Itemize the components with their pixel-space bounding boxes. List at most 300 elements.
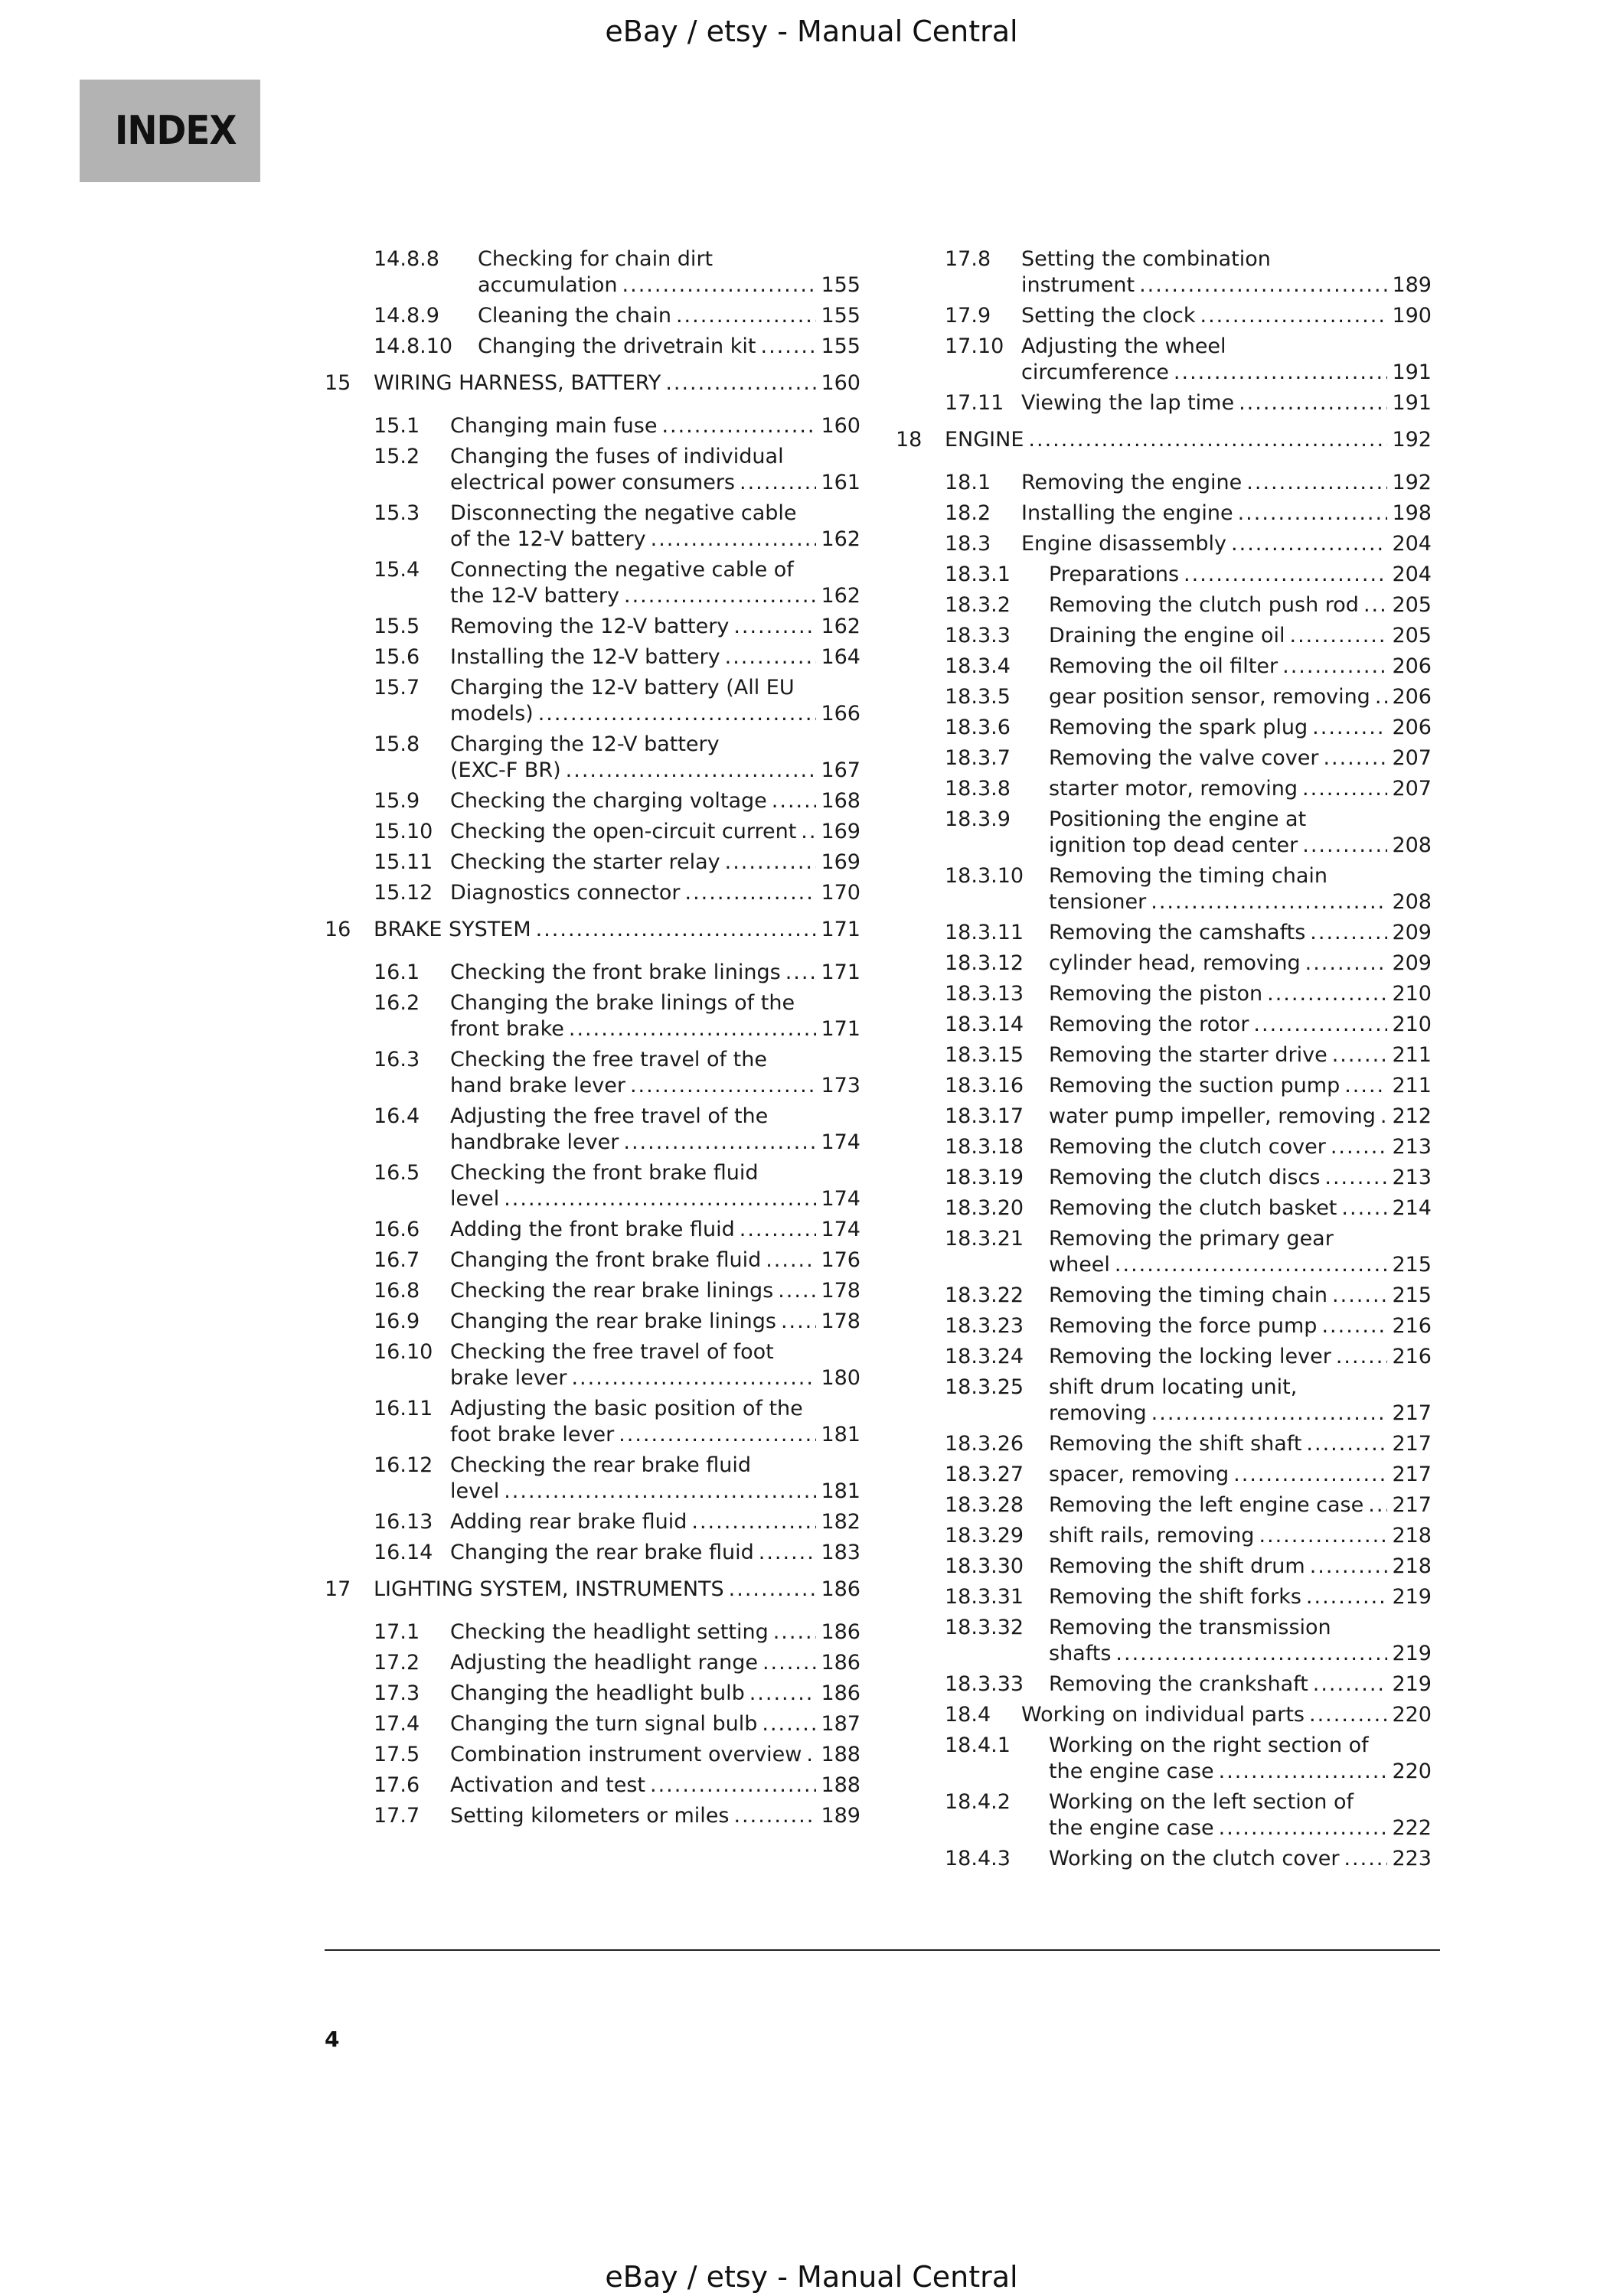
toc-entry-title: front brake: [450, 1017, 564, 1041]
toc-entry-number: 18.3.17: [945, 1104, 1024, 1128]
toc-entry-page: 205: [1392, 593, 1432, 617]
toc-entry-title: electrical power consumers: [450, 471, 736, 494]
toc-entry-title: Charging the 12-V battery: [450, 732, 720, 756]
toc-entry: [896, 1615, 1432, 1667]
toc-entry-page: 192: [1392, 428, 1432, 452]
dot-leader: [759, 1540, 817, 1566]
toc-entry-number: 15.9: [374, 789, 420, 813]
toc-entry: [325, 1247, 860, 1274]
toc-entry-page: 155: [821, 304, 860, 328]
toc-entry: [325, 644, 860, 670]
toc-entry-title: Engine disassembly: [1021, 532, 1227, 556]
toc-entry-title: Installing the engine: [1021, 501, 1233, 525]
toc-entry-title: starter motor, removing: [1049, 777, 1298, 801]
dot-leader: [766, 1247, 816, 1274]
toc-entry-page: 208: [1392, 833, 1432, 857]
dot-leader: [1305, 951, 1388, 977]
toc-entry: [896, 776, 1432, 802]
footer-divider: [325, 1949, 1440, 1951]
toc-entry-page: 186: [821, 1651, 860, 1675]
toc-entry-title: tensioner: [1049, 890, 1147, 914]
toc-entry-title: Removing the timing chain: [1049, 864, 1328, 888]
toc-entry-title: Removing the shift forks: [1049, 1585, 1301, 1609]
toc-entry-title: Draining the engine oil: [1049, 624, 1285, 647]
toc-entry-number: 18.3.10: [945, 864, 1024, 888]
toc-entry: [325, 1104, 860, 1156]
toc-entry-number: 16.7: [374, 1248, 420, 1272]
toc-entry-page: 164: [821, 645, 860, 669]
toc-entry-number: 18.4.3: [945, 1847, 1011, 1870]
toc-entry-title: Removing the shift drum: [1049, 1554, 1305, 1578]
toc-entry-page: 219: [1392, 1672, 1432, 1696]
toc-entry: [896, 1134, 1432, 1160]
toc-entry: [325, 1711, 860, 1737]
toc-entry: [325, 1803, 860, 1829]
toc-entry: [896, 1733, 1432, 1785]
toc-chapter-entry: [325, 1577, 860, 1603]
toc-entry-title: Connecting the negative cable of: [450, 558, 794, 582]
toc-entry-page: 182: [821, 1510, 860, 1534]
toc-entry: [896, 303, 1432, 329]
dot-leader: [1115, 1641, 1387, 1667]
toc-entry-page: 162: [821, 615, 860, 638]
toc-entry-title: Viewing the lap time: [1021, 391, 1235, 415]
toc-entry-page: 160: [821, 371, 860, 395]
toc-entry-page: 189: [1392, 273, 1432, 297]
dot-leader: [1219, 1759, 1388, 1785]
toc-entry-page: 222: [1392, 1816, 1432, 1840]
toc-entry-page: 178: [821, 1309, 860, 1333]
watermark-bottom: eBay / etsy - Manual Central: [605, 2260, 1018, 2294]
toc-entry-title: the 12-V battery: [450, 584, 620, 608]
toc-entry-number: 18.3.21: [945, 1227, 1024, 1251]
dot-leader: [1200, 303, 1388, 329]
index-tab: [80, 80, 260, 182]
toc-entry-page: 219: [1392, 1642, 1432, 1665]
toc-entry-title: Diagnostics connector: [450, 881, 681, 905]
toc-entry: [896, 1492, 1432, 1518]
toc-entry-title: Removing the timing chain: [1049, 1283, 1328, 1307]
toc-entry: [896, 1104, 1432, 1130]
toc-entry-number: 17.2: [374, 1651, 420, 1675]
toc-entry: [896, 1012, 1432, 1038]
toc-entry-number: 18.3.28: [945, 1493, 1024, 1517]
toc-entry: [325, 1619, 860, 1645]
toc-entry-page: 198: [1392, 501, 1432, 525]
toc-entry-title: accumulation: [478, 273, 618, 297]
toc-entry-page: 192: [1392, 471, 1432, 494]
toc-entry: [325, 788, 860, 814]
dot-leader: [624, 583, 816, 609]
dot-leader: [1238, 501, 1388, 527]
dot-leader: [665, 370, 816, 396]
toc-entry-title: Checking the rear brake fluid: [450, 1453, 752, 1477]
toc-entry-title: Removing the force pump: [1049, 1314, 1318, 1338]
dot-leader: [762, 1711, 816, 1737]
toc-entry: [896, 807, 1432, 859]
toc-entry-number: 18.3.19: [945, 1166, 1024, 1189]
toc-entry-page: 174: [821, 1130, 860, 1154]
toc-entry-title: Disconnecting the negative cable: [450, 501, 797, 525]
dot-leader: [1302, 776, 1387, 802]
dot-leader: [1289, 623, 1387, 649]
toc-entry-number: 18.3.9: [945, 807, 1011, 831]
toc-entry: [896, 1702, 1432, 1728]
toc-entry: [325, 1681, 860, 1707]
toc-entry: [325, 850, 860, 876]
toc-entry-number: 18.3.16: [945, 1074, 1024, 1097]
toc-entry-number: 16.11: [374, 1397, 433, 1420]
toc-entry: [896, 334, 1432, 386]
toc-entry: [325, 303, 860, 329]
toc-entry-page: 171: [821, 960, 860, 984]
toc-entry: [896, 562, 1432, 588]
toc-entry-number: 18.3.2: [945, 593, 1011, 617]
toc-entry-page: 168: [821, 789, 860, 813]
toc-entry-title: handbrake lever: [450, 1130, 619, 1154]
toc-entry-title: Removing the oil filter: [1049, 654, 1278, 678]
dot-leader: [1380, 1104, 1388, 1130]
dot-leader: [740, 1217, 817, 1243]
toc-entry: [325, 675, 860, 727]
dot-leader: [785, 960, 817, 986]
toc-entry-title: models): [450, 702, 534, 726]
toc-entry-page: 217: [1392, 1493, 1432, 1517]
toc-entry-title: Preparations: [1049, 563, 1180, 586]
toc-entry-number: 15.11: [374, 850, 433, 874]
dot-leader: [1312, 715, 1387, 741]
toc-entry-number: 18.3.12: [945, 951, 1024, 975]
toc-entry-title: Checking the front brake fluid: [450, 1161, 759, 1185]
toc-entry: [896, 745, 1432, 771]
toc-entry-title: Working on the clutch cover: [1049, 1847, 1340, 1870]
dot-leader: [630, 1073, 817, 1099]
toc-entry-number: 18.3.7: [945, 746, 1011, 770]
toc-entry-title: Removing the crankshaft: [1049, 1672, 1308, 1696]
toc-entry-number: 15.5: [374, 615, 420, 638]
toc-entry-number: 18.3.32: [945, 1616, 1024, 1639]
toc-entry-page: 190: [1392, 304, 1432, 328]
toc-entry: [325, 501, 860, 553]
toc-entry-number: 14.8.9: [374, 304, 439, 328]
toc-entry-number: 18.3.22: [945, 1283, 1024, 1307]
toc-entry-page: 204: [1392, 563, 1432, 586]
toc-entry-number: 16.8: [374, 1279, 420, 1303]
toc-entry: [325, 614, 860, 640]
toc-entry-page: 216: [1392, 1345, 1432, 1368]
toc-entry: [325, 1047, 860, 1099]
toc-entry-title: cylinder head, removing: [1049, 951, 1301, 975]
toc-entry-title: Checking the headlight setting: [450, 1620, 769, 1644]
dot-leader: [1239, 390, 1387, 416]
toc-entry-title: Changing the rear brake fluid: [450, 1541, 754, 1564]
toc-entry-title: Removing the clutch cover: [1049, 1135, 1326, 1159]
toc-entry-number: 16.3: [374, 1048, 420, 1071]
toc-entry-page: 219: [1392, 1585, 1432, 1609]
toc-entry-title: Checking the charging voltage: [450, 789, 767, 813]
toc-entry-number: 16.10: [374, 1340, 433, 1364]
toc-entry-title: Checking the front brake linings: [450, 960, 781, 984]
toc-entry-page: 213: [1392, 1166, 1432, 1189]
toc-entry-title: Checking the rear brake linings: [450, 1279, 774, 1303]
toc-entry-page: 206: [1392, 654, 1432, 678]
toc-entry: [896, 1789, 1432, 1841]
dot-leader: [1375, 684, 1388, 710]
dot-leader: [725, 644, 817, 670]
toc-entry: [325, 819, 860, 845]
toc-entry-title: Removing the valve cover: [1049, 746, 1319, 770]
dot-leader: [801, 819, 816, 845]
toc-entry-page: 181: [821, 1479, 860, 1503]
toc-entry-number: 15.3: [374, 501, 420, 525]
toc-entry: [325, 1217, 860, 1243]
toc-entry-number: 17.7: [374, 1804, 420, 1828]
toc-entry-title: Working on individual parts: [1021, 1703, 1305, 1727]
toc-entry-page: 215: [1392, 1253, 1432, 1277]
toc-entry-number: 17.10: [945, 334, 1004, 358]
toc-entry-title: (EXC-F BR): [450, 758, 561, 782]
toc-entry: [896, 390, 1432, 416]
toc-entry-number: 17.1: [374, 1620, 420, 1644]
toc-entry-title: shafts: [1049, 1642, 1112, 1665]
toc-entry-page: 169: [821, 850, 860, 874]
toc-entry: [325, 1453, 860, 1505]
toc-entry-number: 18.3.33: [945, 1672, 1024, 1696]
toc-entry: [896, 863, 1432, 915]
toc-entry-number: 16.14: [374, 1541, 433, 1564]
dot-leader: [1233, 1462, 1387, 1488]
toc-entry-page: 212: [1392, 1104, 1432, 1128]
toc-entry-number: 15.6: [374, 645, 420, 669]
dot-leader: [504, 1186, 816, 1212]
toc-entry-title: Adjusting the basic position of the: [450, 1397, 803, 1420]
toc-entry-title: Removing the left engine case: [1049, 1493, 1364, 1517]
toc-entry-page: 204: [1392, 532, 1432, 556]
toc-entry-number: 18.3.4: [945, 654, 1011, 678]
toc-entry-page: 214: [1392, 1196, 1432, 1220]
dot-leader: [1331, 1134, 1388, 1160]
toc-entry-title: Changing the drivetrain kit: [478, 334, 756, 358]
toc-entry-number: 16.1: [374, 960, 420, 984]
toc-entry: [896, 1195, 1432, 1221]
toc-entry-number: 16.9: [374, 1309, 420, 1333]
toc-entry-number: 15.7: [374, 676, 420, 700]
toc-entry: [325, 334, 860, 360]
toc-entry: [896, 592, 1432, 618]
toc-entry-number: 17.4: [374, 1712, 420, 1736]
dot-leader: [1115, 1252, 1388, 1278]
toc-entry: [325, 1309, 860, 1335]
toc-entry-title: Removing the piston: [1049, 982, 1263, 1006]
toc-entry-title: removing: [1049, 1401, 1147, 1425]
toc-entry-page: 169: [821, 820, 860, 843]
toc-entry: [325, 1509, 860, 1535]
toc-entry: [325, 444, 860, 496]
toc-entry-number: 18.1: [945, 471, 991, 494]
toc-entry-title: ENGINE: [945, 428, 1024, 452]
toc-entry-number: 18.3.18: [945, 1135, 1024, 1159]
toc-entry-title: Removing the suction pump: [1049, 1074, 1341, 1097]
toc-entry: [325, 557, 860, 609]
toc-entry-page: 218: [1392, 1554, 1432, 1578]
toc-entry-title: Removing the primary gear: [1049, 1227, 1334, 1251]
toc-entry-number: 16.2: [374, 991, 420, 1015]
toc-entry-title: circumference: [1021, 360, 1169, 384]
toc-entry-title: Removing the spark plug: [1049, 716, 1308, 739]
toc-entry: [325, 960, 860, 986]
toc-entry-number: 18.3.25: [945, 1375, 1024, 1399]
dot-leader: [566, 758, 817, 784]
toc-entry-page: 205: [1392, 624, 1432, 647]
toc-entry-page: 211: [1392, 1074, 1432, 1097]
toc-entry-number: 17.6: [374, 1773, 420, 1797]
dot-leader: [1323, 745, 1387, 771]
toc-entry-number: 14.8.10: [374, 334, 453, 358]
toc-entry-number: 18.3.8: [945, 777, 1011, 801]
toc-entry-title: Adding the front brake fluid: [450, 1218, 735, 1241]
toc-entry-title: hand brake lever: [450, 1074, 625, 1097]
dot-leader: [1259, 1523, 1387, 1549]
toc-entry-page: 189: [821, 1804, 860, 1828]
toc-entry-title: Charging the 12-V battery (All EU: [450, 676, 795, 700]
toc-entry-page: 211: [1392, 1043, 1432, 1067]
toc-entry-title: Removing the engine: [1021, 471, 1243, 494]
toc-entry-page: 217: [1392, 1401, 1432, 1425]
toc-entry-number: 18.3.26: [945, 1432, 1024, 1456]
toc-entry-title: LIGHTING SYSTEM, INSTRUMENTS: [374, 1577, 724, 1601]
dot-leader: [729, 1577, 817, 1603]
toc-entry: [896, 1554, 1432, 1580]
dot-leader: [623, 1130, 816, 1156]
dot-leader: [773, 1619, 817, 1645]
toc-entry-title: Adjusting the wheel: [1021, 334, 1226, 358]
dot-leader: [676, 303, 816, 329]
toc-entry: [896, 951, 1432, 977]
toc-entry-title: Changing the fuses of individual: [450, 445, 784, 468]
toc-entry-page: 174: [821, 1187, 860, 1211]
toc-entry: [325, 413, 860, 439]
toc-entry: [325, 990, 860, 1042]
dot-leader: [740, 470, 816, 496]
toc-entry-title: Removing the starter drive: [1049, 1043, 1327, 1067]
toc-entry-title: BRAKE SYSTEM: [374, 918, 531, 941]
dot-leader: [763, 1650, 816, 1676]
toc-entry-title: Removing the shift shaft: [1049, 1432, 1302, 1456]
toc-entry-number: 18.4.1: [945, 1733, 1011, 1757]
dot-leader: [1310, 1554, 1388, 1580]
toc-entry-page: 215: [1392, 1283, 1432, 1307]
toc-entry-page: 162: [821, 527, 860, 551]
toc-entry-title: Checking the free travel of foot: [450, 1340, 774, 1364]
index-tab-label: INDEX: [115, 108, 237, 154]
toc-entry-title: Checking the free travel of the: [450, 1048, 767, 1071]
toc-entry-page: 206: [1392, 685, 1432, 709]
toc-entry: [896, 1846, 1432, 1872]
toc-entry: [896, 1344, 1432, 1370]
watermark-top: eBay / etsy - Manual Central: [605, 15, 1018, 48]
dot-leader: [1344, 1846, 1387, 1872]
toc-entry-page: 180: [821, 1366, 860, 1390]
toc-entry-page: 170: [821, 881, 860, 905]
toc-entry-page: 220: [1392, 1760, 1432, 1783]
dot-leader: [1321, 1313, 1387, 1339]
dot-leader: [1151, 889, 1387, 915]
toc-entry-number: 18: [896, 428, 923, 452]
toc-entry-page: 167: [821, 758, 860, 782]
dot-leader: [661, 413, 816, 439]
toc-entry: [896, 1165, 1432, 1191]
toc-entry-number: 18.3: [945, 532, 991, 556]
dot-leader: [571, 1365, 816, 1391]
dot-leader: [1231, 531, 1387, 557]
toc-entry-number: 18.3.1: [945, 563, 1011, 586]
toc-entry-page: 188: [821, 1743, 860, 1766]
toc-entry-title: the engine case: [1049, 1760, 1214, 1783]
toc-entry-title: Adjusting the free travel of the: [450, 1104, 769, 1128]
dot-leader: [1246, 470, 1387, 496]
toc-entry: [896, 531, 1432, 557]
dot-leader: [691, 1509, 816, 1535]
toc-entry-page: 186: [821, 1681, 860, 1705]
dot-leader: [1028, 427, 1387, 453]
toc-entry-number: 16: [325, 918, 351, 941]
toc-entry-page: 213: [1392, 1135, 1432, 1159]
dot-leader: [772, 788, 817, 814]
toc-entry-title: instrument: [1021, 273, 1135, 297]
toc-entry-page: 223: [1392, 1847, 1432, 1870]
toc-entry-page: 171: [821, 918, 860, 941]
toc-entry: [325, 1650, 860, 1676]
toc-entry-title: Removing the clutch basket: [1049, 1196, 1337, 1220]
toc-entry-number: 18.3.5: [945, 685, 1011, 709]
toc-left-column: [325, 246, 860, 1834]
toc-entry-page: 217: [1392, 1432, 1432, 1456]
toc-entry: [896, 1671, 1432, 1698]
toc-entry-page: 186: [821, 1577, 860, 1601]
toc-entry-number: 16.12: [374, 1453, 433, 1477]
toc-entry-page: 217: [1392, 1463, 1432, 1486]
dot-leader: [1306, 1584, 1388, 1610]
toc-entry-title: the engine case: [1049, 1816, 1214, 1840]
toc-entry-number: 15.12: [374, 881, 433, 905]
toc-entry-number: 18.3.14: [945, 1013, 1024, 1036]
toc-entry: [896, 1523, 1432, 1549]
dot-leader: [1332, 1283, 1387, 1309]
dot-leader: [651, 527, 817, 553]
toc-entry: [896, 1375, 1432, 1427]
toc-entry-title: level: [450, 1187, 500, 1211]
toc-entry-title: Changing the brake linings of the: [450, 991, 795, 1015]
toc-entry-number: 17.8: [945, 247, 991, 271]
toc-entry-title: Changing the front brake fluid: [450, 1248, 762, 1272]
toc-entry: [896, 1584, 1432, 1610]
dot-leader: [1267, 981, 1387, 1007]
toc-entry-title: Activation and test: [450, 1773, 645, 1797]
toc-entry-number: 18.2: [945, 501, 991, 525]
toc-entry: [896, 920, 1432, 946]
toc-entry-page: 155: [821, 273, 860, 297]
toc-chapter-entry: [325, 370, 860, 396]
toc-entry-number: 17.9: [945, 304, 991, 328]
toc-entry-page: 210: [1392, 982, 1432, 1006]
toc-entry-title: Adjusting the headlight range: [450, 1651, 758, 1675]
dot-leader: [1139, 272, 1387, 298]
toc-entry-title: Changing the headlight bulb: [450, 1681, 745, 1705]
dot-leader: [1313, 1671, 1388, 1698]
toc-entry-page: 174: [821, 1218, 860, 1241]
toc-entry: [896, 246, 1432, 298]
toc-entry-title: Removing the clutch discs: [1049, 1166, 1321, 1189]
